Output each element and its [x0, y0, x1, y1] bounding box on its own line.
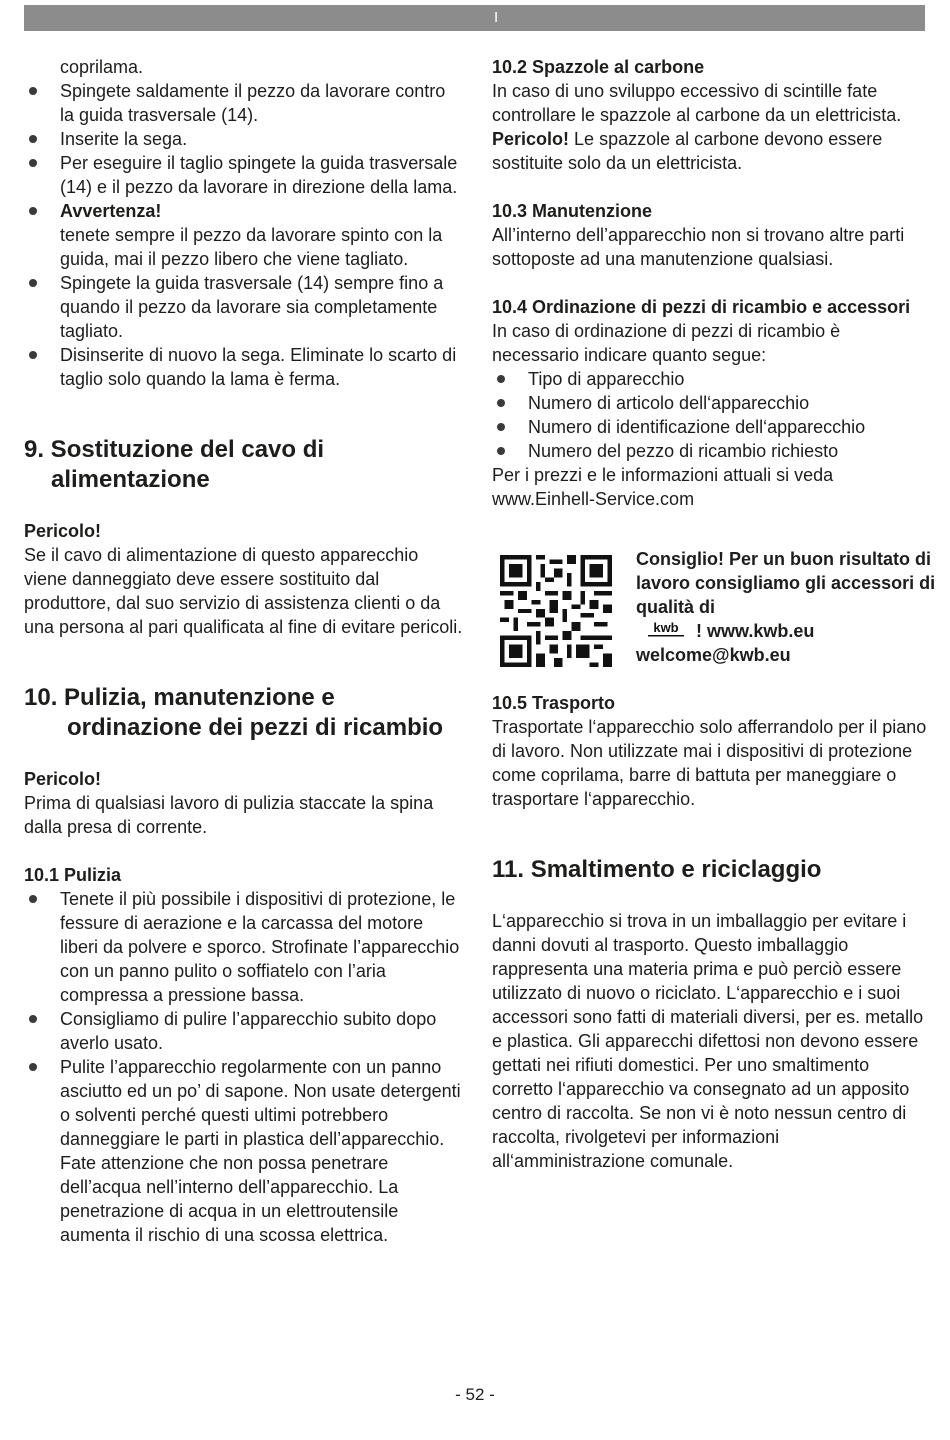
- section-9-text: Se il cavo di alimentazione di questo apparecchio viene danneggiato deve essere sostituito dal produttore, dal suo servizio di assistenza clienti o da una persona al pari qualificata al fine di evitare pericoli.: [24, 545, 463, 637]
- page-number: - 52 -: [455, 1385, 495, 1404]
- list-item: Numero del pezzo di ricambio richiesto: [492, 439, 932, 463]
- list-item: Tipo di apparecchio: [492, 367, 932, 391]
- section-11-text: L‘apparecchio si trova in un imballaggio per evitare i danni dovuti al trasporto. Questo imballaggio rappresenta una materia prima e può perciò essere utilizzato di nuovo o riciclato. L‘apparecchio e i suoi accessori sono fatti di materiali diversi, per es. metallo e plastica. Gli apparecchi difettosi non devono essere gettati nei rifiuti domestici. Per uno smaltimento corretto l‘apparecchio va consegnato ad un apposito centro di raccolta. Se non vi è noto nessun centro di raccolta, rivolgetevi per informazioni all‘amministrazione comunale.: [492, 911, 924, 1171]
- section-10-2-danger: Pericolo!: [492, 129, 570, 149]
- section-10-2-text: In caso di uno sviluppo eccessivo di scintille fate controllare le spazzole al carbone da un elettricista.: [492, 81, 902, 125]
- kwb-promo-box: [492, 547, 936, 667]
- section-10-4-heading: 10.4 Ordinazione di pezzi di ricambio e accessori: [492, 297, 911, 317]
- header-bar: [24, 5, 925, 31]
- kwb-logo: [644, 619, 688, 641]
- promo-line-1: Consiglio! Per un buon risultato di lavoro consigliamo gli accessori di qualità di: [636, 549, 936, 617]
- list-item: Pulite l’apparecchio regolarmente con un panno asciutto ed un po’ di sapone. Non usate detergenti o solventi perché questi ultimi potrebbero danneggiare le parti in plastica dell’apparecchio. Fate attenzione che non possa penetrare dell’acqua nell’interno dell’apparecchio. La penetrazione di acqua in un elettroutensile aumenta il rischio di una scossa elettrica.: [24, 1055, 464, 1247]
- list-item: Numero di articolo dell‘apparecchio: [492, 391, 932, 415]
- section-10-1-heading: 10.1 Pulizia: [24, 865, 122, 885]
- list-item: Per eseguire il taglio spingete la guida trasversale (14) e il pezzo da lavorare in direzione della lama.: [24, 151, 464, 199]
- section-9-danger: Pericolo!: [24, 521, 102, 541]
- promo-line-2: ! www.kwb.eu: [696, 621, 815, 641]
- section-9-heading: 9. Sostituzione del cavo di alimentazione: [24, 436, 325, 493]
- warning-item: [24, 199, 464, 271]
- list-item: Consigliamo di pulire l’apparecchio subito dopo averlo usato.: [24, 1007, 464, 1055]
- cleaning-list: [24, 887, 464, 1247]
- instruction-list: [24, 79, 464, 391]
- section-10-2-heading: 10.2 Spazzole al carbone: [492, 57, 705, 77]
- continued-text: coprilama.: [60, 57, 144, 77]
- list-item: Inserite la sega.: [24, 127, 464, 151]
- language-marker: I: [494, 9, 499, 26]
- section-10-3-heading: 10.3 Manutenzione: [492, 201, 653, 221]
- section-10-4-text: In caso di ordinazione di pezzi di ricambio è necessario indicare quanto segue:: [492, 321, 841, 365]
- warning-title: Avvertenza!: [60, 201, 162, 221]
- section-10-5-text: Trasportate l‘apparecchio solo afferrandolo per il piano di lavoro. Non utilizzate mai i dispositivi di protezione come coprilama, barre di battuta per maneggiare o trasportare l‘apparecchio.: [492, 717, 927, 809]
- section-11-heading: 11. Smaltimento e riciclaggio: [492, 856, 822, 883]
- qr-code-icon: [496, 555, 616, 667]
- promo-line-3: welcome@kwb.eu: [636, 645, 791, 665]
- section-10-3-text: All’interno dell’apparecchio non si trovano altre parti sottoposte ad una manutenzione qualsiasi.: [492, 225, 905, 269]
- section-10-2-danger-para: [492, 127, 932, 175]
- list-item: Tenete il più possibile i dispositivi di protezione, le fessure di aerazione e la carcassa del motore liberi da polvere e sporco. Strofinate l’apparecchio con un panno pulito o soffiatelo con l’aria compressa a pressione bassa.: [24, 887, 464, 1007]
- list-item: Numero di identificazione dell‘apparecchio: [492, 415, 932, 439]
- section-10-4-after: Per i prezzi e le informazioni attuali si veda www.Einhell-Service.com: [492, 465, 834, 509]
- list-item: Spingete la guida trasversale (14) sempre fino a quando il pezzo da lavorare sia completamente tagliato.: [24, 271, 464, 343]
- warning-text: tenete sempre il pezzo da lavorare spinto con la guida, mai il pezzo libero che viene tagliato.: [60, 225, 443, 269]
- section-10-heading: 10. Pulizia, manutenzione e ordinazione dei pezzi di ricambio: [24, 684, 444, 741]
- kwb-logo-text: kwb: [653, 620, 679, 635]
- list-item: Disinserite di nuovo la sega. Eliminate lo scarto di taglio solo quando la lama è ferma.: [24, 343, 464, 391]
- left-column: [24, 55, 464, 1247]
- section-10-danger: Pericolo!: [24, 769, 102, 789]
- section-10-2-danger-text: Le spazzole al carbone devono essere sostituite solo da un elettricista.: [492, 129, 883, 173]
- right-column: [492, 55, 936, 1173]
- order-info-list: [492, 367, 932, 463]
- section-10-5-heading: 10.5 Trasporto: [492, 693, 616, 713]
- section-10-text: Prima di qualsiasi lavoro di pulizia staccate la spina dalla presa di corrente.: [24, 793, 434, 837]
- promo-text: [636, 547, 936, 667]
- list-item: Spingete saldamente il pezzo da lavorare contro la guida trasversale (14).: [24, 79, 464, 127]
